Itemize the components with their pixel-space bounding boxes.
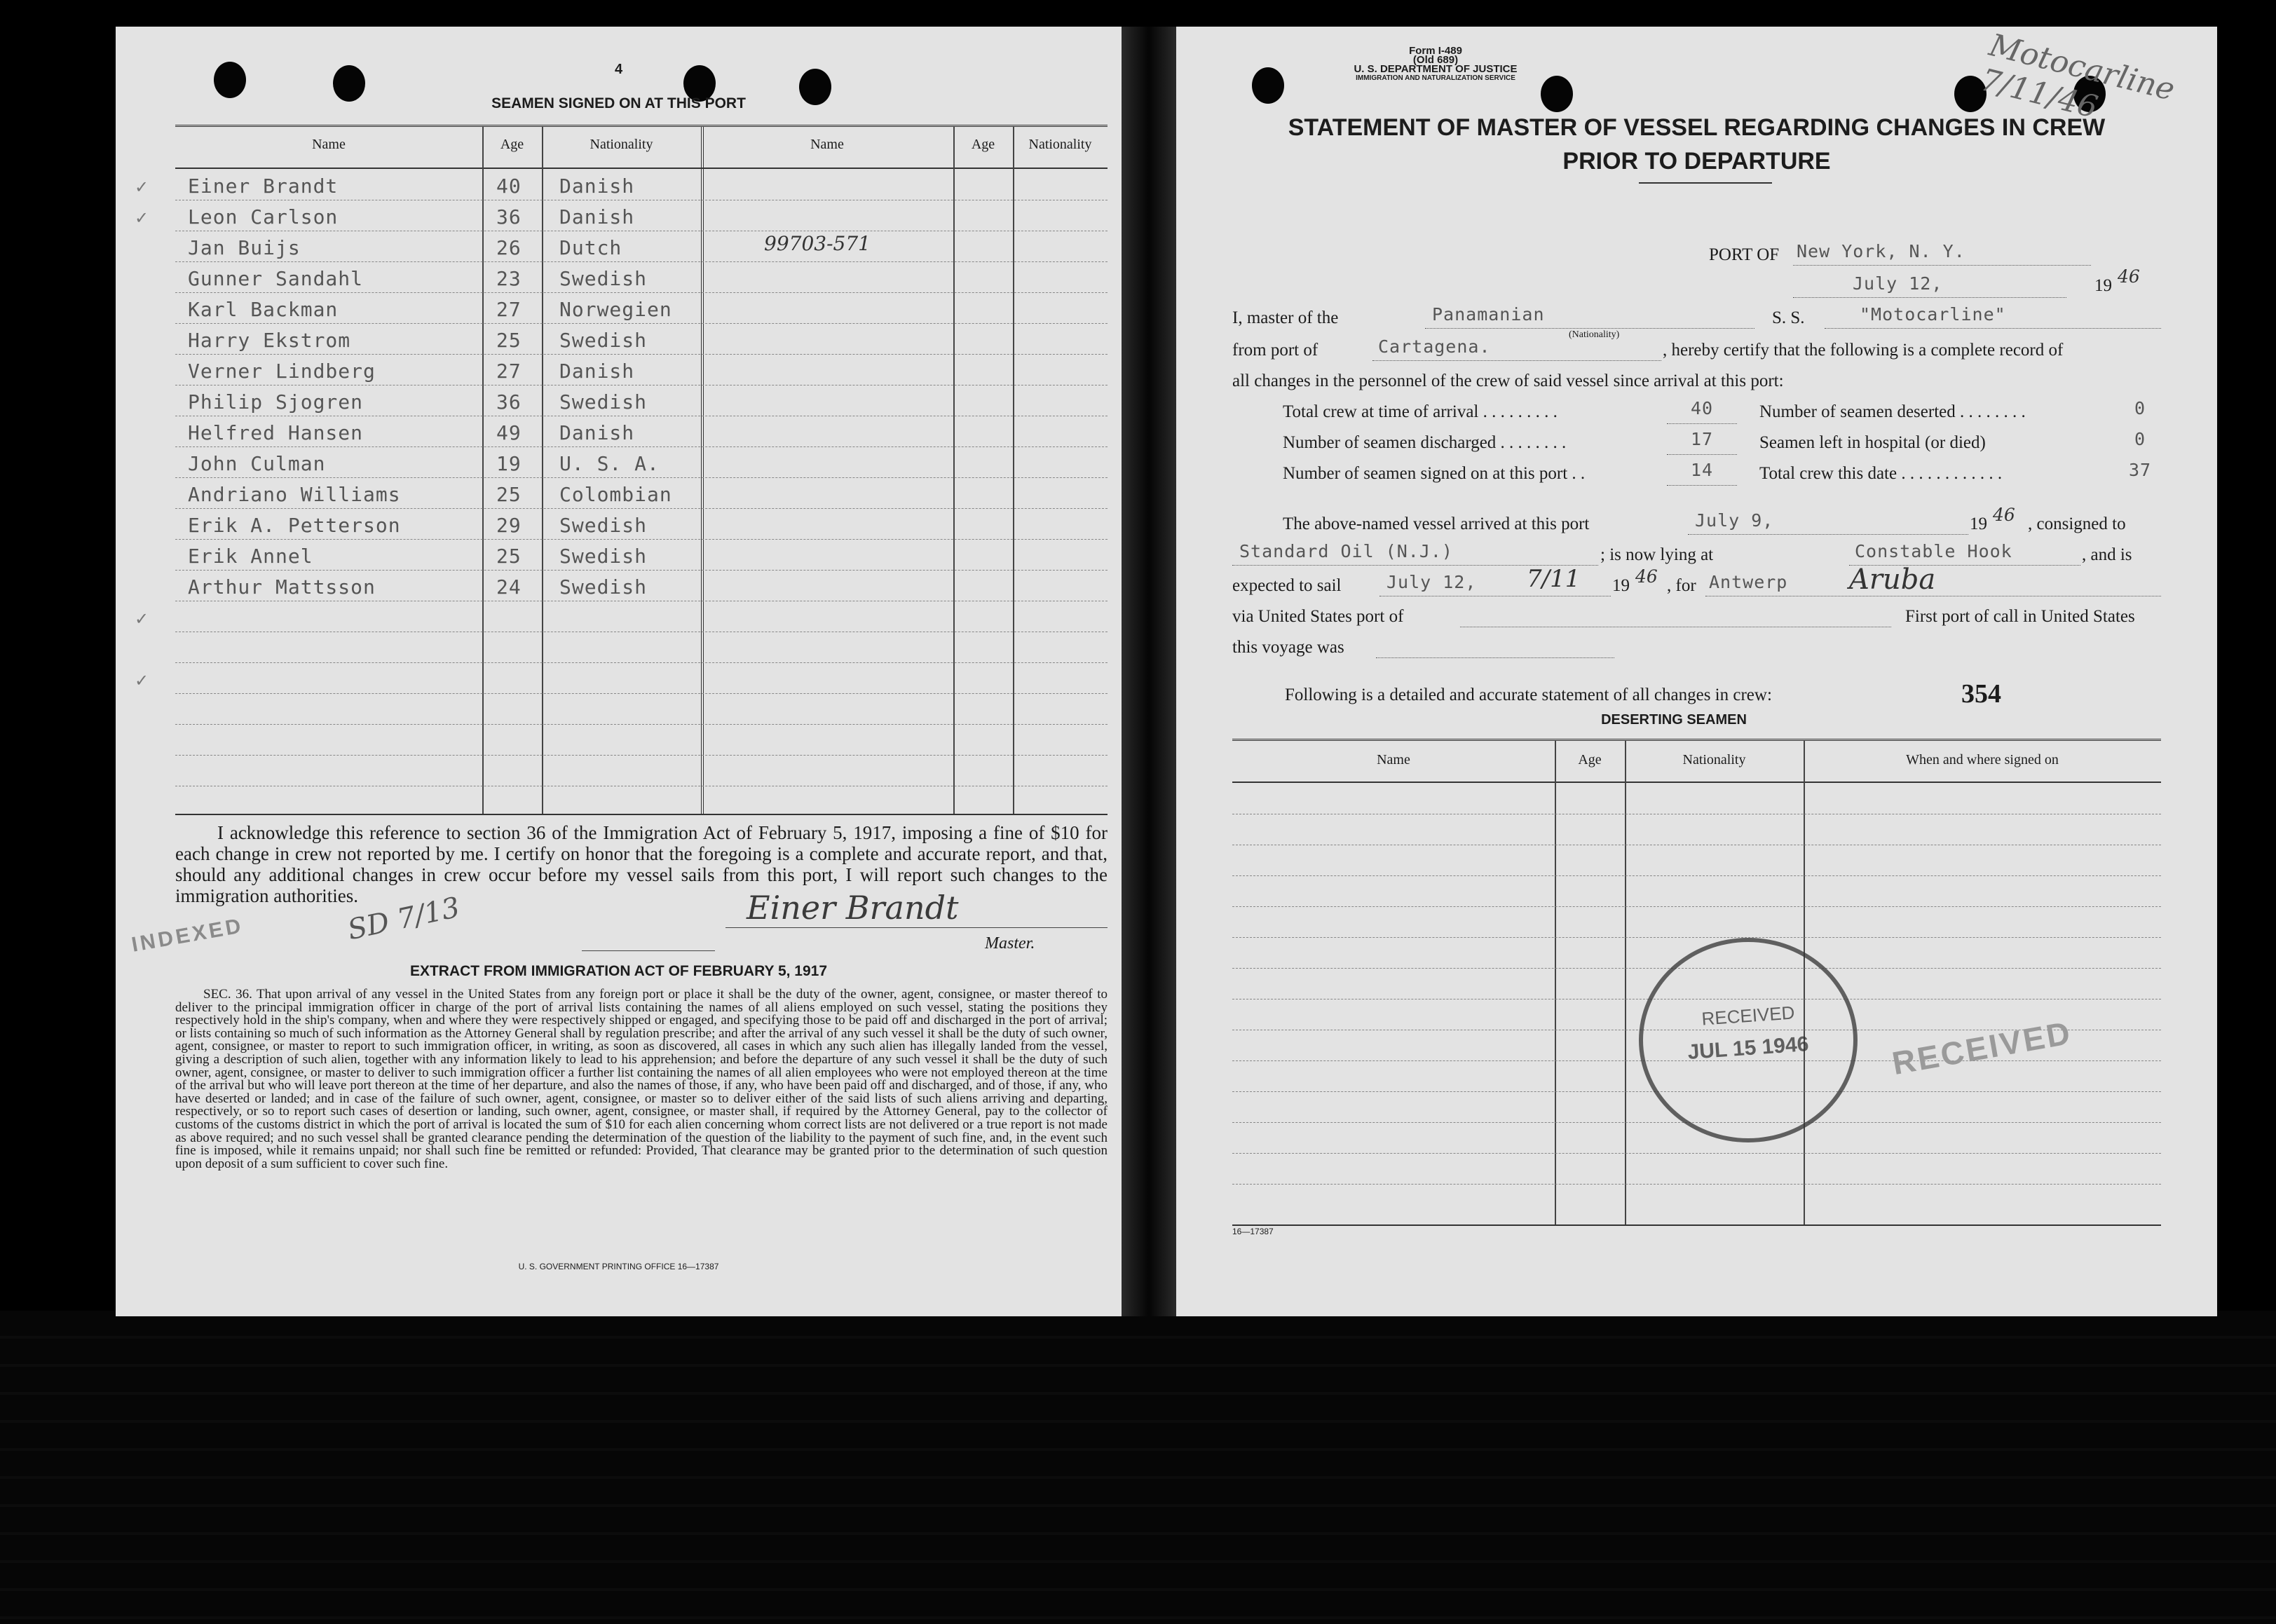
following-text: Following is a detailed and accurate statement of all changes in crew: (1285, 685, 1772, 704)
acknowledgment-text: I acknowledge this reference to section 36 of the Immigration Act of February 5, 1917, imposing a fine of $10 for each change in crew not reported by me. I certify on honor that the foregoing is a complete and accurate report, and that, should any additional changes in crew occur before my vessel sails from this port, I will report such changes to the immigration authorities. (175, 822, 1108, 906)
extract-title: EXTRACT FROM IMMIGRATION ACT OF FEBRUARY 5, 1917 (409, 963, 828, 979)
crew-nationality: Swedish (559, 514, 648, 537)
crew-age: 36 (496, 205, 522, 228)
printing-office-line: U. S. GOVERNMENT PRINTING OFFICE 16—17387 (518, 1262, 719, 1271)
crew-nationality: Dutch (559, 236, 622, 259)
check-mark: ✓ (135, 610, 149, 629)
column-header: Nationality (1028, 137, 1092, 152)
form-old: (Old 689) (1412, 54, 1459, 66)
sail-handwritten-date: 7/11 (1527, 565, 1581, 593)
service: IMMIGRATION AND NATURALIZATION SERVICE (1356, 74, 1515, 82)
column-header: Nationality (1682, 752, 1746, 767)
voyage-line (1376, 657, 1614, 658)
arrived-label: The above-named vessel arrived at this port (1283, 514, 1590, 533)
crew-name: Arthur Mattsson (188, 575, 376, 599)
arrived-value: July 9, (1695, 510, 1774, 531)
section-heading: SEAMEN SIGNED ON AT THIS PORT (491, 95, 746, 111)
column-divider (482, 127, 484, 814)
voyage-label: this voyage was (1232, 638, 1344, 657)
crew-nationality: Danish (559, 175, 635, 198)
crew-name: Erik A. Petterson (188, 514, 401, 537)
master-of-the-label: I, master of the (1232, 308, 1339, 327)
lying-value: Constable Hook (1855, 541, 2012, 561)
punch-hole (1252, 67, 1284, 104)
column-header: Name (312, 137, 346, 152)
stat-label: Total crew this date . . . . . . . . . . . . (1759, 464, 2003, 483)
crew-name: Erik Annel (188, 545, 313, 568)
vessel-name: "Motocarline" (1860, 304, 2006, 325)
nationality-value: Panamanian (1432, 304, 1545, 325)
crew-nationality: Norwegien (559, 298, 672, 321)
column-header: When and where signed on (1906, 752, 2059, 767)
table-header-rule (175, 168, 1108, 169)
stat-label: Seamen left in hospital (or died) (1759, 433, 1986, 452)
sail-year-prefix: 19 (1612, 576, 1630, 595)
destination-value: Antwerp (1709, 572, 1788, 592)
crew-name: Jan Buijs (188, 236, 301, 259)
stat-line (1667, 454, 1737, 455)
nationality-caption: (Nationality) (1569, 329, 1620, 340)
consignee-value: Standard Oil (N.J.) (1239, 541, 1453, 561)
port-line (1793, 265, 2091, 266)
crew-age: 40 (496, 175, 522, 198)
date-value: July 12, (1853, 273, 1943, 294)
nationality-line (1425, 328, 1754, 329)
port-value: New York, N. Y. (1797, 241, 1965, 261)
crew-age: 23 (496, 267, 522, 290)
changes-text: all changes in the personnel of the crew of said vessel since arrival at this port: (1232, 371, 1784, 390)
column-header: Age (971, 137, 995, 152)
form-header (1295, 46, 1576, 83)
check-mark: ✓ (135, 672, 149, 690)
year-value: 46 (2118, 266, 2140, 287)
faint-received-stamp: RECEIVED (1889, 1014, 2075, 1082)
arrived-year-prefix: 19 (1970, 514, 1987, 533)
column-divider (542, 127, 543, 814)
column-divider (953, 127, 955, 814)
arrived-line (1688, 534, 1968, 535)
crew-age: 36 (496, 390, 522, 414)
divider-rule (582, 950, 715, 951)
from-port-line (1372, 360, 1661, 361)
crew-name: Gunner Sandahl (188, 267, 364, 290)
stat-value: 37 (2128, 460, 2152, 480)
title-line-2: PRIOR TO DEPARTURE (1562, 148, 1831, 175)
and-is-label: , and is (2082, 545, 2132, 564)
crew-nationality: Swedish (559, 329, 648, 352)
crew-nationality: Danish (559, 421, 635, 444)
master-label: Master. (985, 934, 1035, 953)
arrived-year: 46 (1993, 505, 2015, 525)
crew-age: 27 (496, 298, 522, 321)
stat-value: 40 (1690, 398, 1714, 418)
crew-nationality: Swedish (559, 390, 648, 414)
crew-age: 26 (496, 236, 522, 259)
form-id: Form I-489 (1409, 45, 1462, 57)
title-rule (1639, 182, 1772, 184)
stat-label: Number of seamen discharged . . . . . . . . (1283, 433, 1567, 452)
lying-label: ; is now lying at (1600, 545, 1714, 564)
from-port-value: Cartagena. (1378, 336, 1491, 357)
crew-nationality: Swedish (559, 267, 648, 290)
column-header: Age (500, 137, 524, 152)
crew-nationality: Danish (559, 205, 635, 228)
year-prefix: 19 (2094, 276, 2112, 295)
form-footer: 16—17387 (1232, 1227, 1274, 1236)
handwritten-initials: SD 7/13 (344, 891, 463, 947)
sail-value: July 12, (1386, 572, 1477, 592)
title-line-1: STATEMENT OF MASTER OF VESSEL REGARDING CHANGES IN CREW (1288, 114, 2106, 141)
stat-value: 17 (1690, 429, 1714, 449)
column-divider (1013, 127, 1014, 814)
signed-on-table (135, 125, 1108, 815)
handwritten-corner-note: Motocarline 7/11/46 (1977, 27, 2179, 125)
page-number: 4 (614, 62, 623, 77)
crew-name: Philip Sjogren (188, 390, 364, 414)
certify-text: , hereby certify that the following is a complete record of (1663, 341, 2064, 360)
crew-nationality: U. S. A. (559, 452, 660, 475)
master-signature: Einer Brandt (747, 889, 959, 927)
sail-label: expected to sail (1232, 576, 1342, 595)
check-mark: ✓ (135, 210, 149, 228)
stat-value: 0 (2134, 429, 2146, 449)
crew-name: Einer Brandt (188, 175, 339, 198)
crew-age: 25 (496, 329, 522, 352)
extract-section-label: SEC. 36. (203, 987, 252, 1002)
from-port-label: from port of (1232, 341, 1318, 360)
stat-label: Number of seamen signed on at this port . . (1283, 464, 1586, 483)
date-line (1793, 297, 2066, 298)
binding-spine (1122, 27, 1176, 1316)
column-divider (701, 127, 704, 814)
first-port-label: First port of call in United States (1905, 607, 2135, 626)
crew-nationality: Swedish (559, 575, 648, 599)
column-header: Name (1377, 752, 1410, 767)
crew-age: 25 (496, 483, 522, 506)
crew-nationality: Swedish (559, 545, 648, 568)
crew-age: 49 (496, 421, 522, 444)
column-header: Nationality (590, 137, 653, 152)
crew-name: John Culman (188, 452, 326, 475)
via-label: via United States port of (1232, 607, 1404, 626)
stat-value: 0 (2134, 398, 2146, 418)
column-header: Name (810, 137, 844, 152)
stamp-date: JUL 15 1946 (1686, 1032, 1810, 1064)
crew-age: 19 (496, 452, 522, 475)
left-page (116, 27, 1122, 1316)
crew-name: Andriano Williams (188, 483, 401, 506)
stat-line (1667, 485, 1737, 486)
crew-nationality: Danish (559, 360, 635, 383)
extract-body (175, 988, 1108, 1171)
crew-age: 24 (496, 575, 522, 599)
destination-handwritten: Aruba (1849, 564, 1936, 596)
deserting-heading: DESERTING SEAMEN (1601, 712, 1747, 728)
crew-age: 25 (496, 545, 522, 568)
consigned-label: , consigned to (2028, 514, 2126, 533)
crew-name: Harry Ekstrom (188, 329, 351, 352)
crew-age: 27 (496, 360, 522, 383)
crew-age: 29 (496, 514, 522, 537)
check-mark: ✓ (135, 179, 149, 197)
stat-label: Number of seamen deserted . . . . . . . . (1759, 402, 2026, 421)
scan-background-strip (0, 1311, 2276, 1624)
port-label: PORT OF (1709, 245, 1780, 264)
signature-line (725, 927, 1108, 928)
sail-year: 46 (1635, 566, 1658, 587)
table-header-rule (1232, 782, 2161, 783)
crew-name: Leon Carlson (188, 205, 339, 228)
column-header: Age (1578, 752, 1602, 767)
vessel-line (1825, 328, 2161, 329)
index-stamp: INDEXED (130, 914, 245, 957)
ss-label: S. S. (1772, 308, 1805, 327)
stamp-label: RECEIVED (1701, 1002, 1796, 1030)
stat-line (1667, 423, 1737, 424)
department: U. S. DEPARTMENT OF JUSTICE (1354, 63, 1518, 75)
annotation-number: 99703-571 (764, 232, 871, 255)
stat-value: 14 (1690, 460, 1714, 480)
right-page (1176, 27, 2217, 1316)
form-title (1176, 111, 2217, 178)
received-stamp (1639, 938, 1858, 1142)
crew-name: Helfred Hansen (188, 421, 364, 444)
crew-name: Karl Backman (188, 298, 339, 321)
stat-label: Total crew at time of arrival . . . . . . . . . (1283, 402, 1558, 421)
crew-nationality: Colombian (559, 483, 672, 506)
crew-name: Verner Lindberg (188, 360, 376, 383)
extract-text: That upon arrival of any vessel in the United States from any foreign port or place it shall be the duty of the owner, agent, consignee, or master thereof to deliver to the principal immigration officer in charge of the port of arrival lists containing the names of all aliens employed on such vessel, stating the positions they respectively hold in the ship's company, when and where they were respectively shipped or engaged, and specifying those to be paid off and discharged in the port of arrival; or lists containing so much of such information as the Attorney General shall by regulation prescribe; and after the arrival of any such vessel it shall be the duty of such owner, agent, consignee, or master to report to such immigration officer, in writing, as soon as discovered, all cases in which any such alien has illegally landed from the vessel, giving a description of such alien, together with any information likely to lead to his apprehension; and before the departure of any such vessel it shall be the duty of such owner, agent, consignee, or master to deliver to such immigration officer a further list containing the names of all alien employees who were not employed thereon at the time of the arrival but who will leave port thereon at the time of her departure, and also the names of those, if any, who have been paid off and discharged, and of those, if any, who have deserted or landed; and in case of the failure of such owner, agent, consignee, or master so to deliver either of the said lists of such aliens arriving and departing, respectively, or so to report such cases of desertion or landing, such owner, agent, consignee, or master shall, if required by the Attorney General, pay to the collector of customs of the customs district in which the port of arrival is located the sum of $10 for each alien concerning whom correct lists are not delivered or a true report is not made as above required; and no such vessel shall be granted clearance pending the determination of the question of the liability to the payment of such fine, and, in the event such fine is imposed, while it remains unpaid; nor shall such fine be remitted or refunded: Provided, That clearance may be granted prior to the determination of such question upon deposit of a sum sufficient to cover such fine. (175, 987, 1108, 1171)
serial-number: 354 (1961, 679, 2001, 709)
for-label: , for (1667, 576, 1696, 595)
